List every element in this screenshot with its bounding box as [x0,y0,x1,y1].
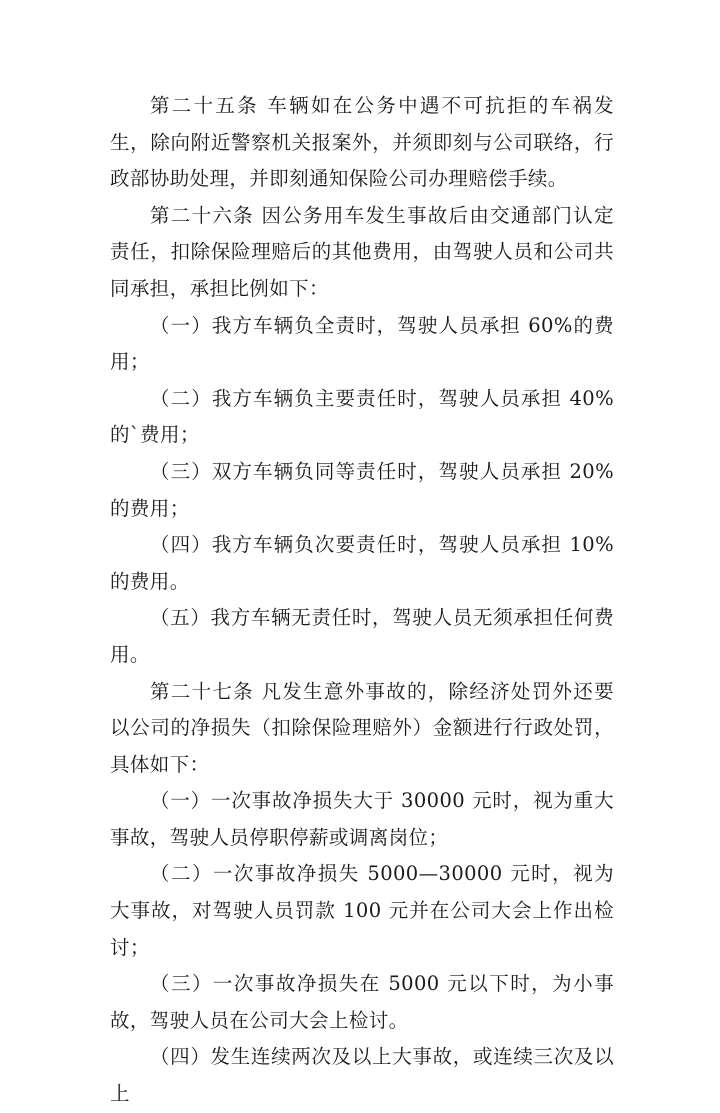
article-26-item-3: （三）双方车辆负同等责任时，驾驶人员承担 20%的费用； [110,459,614,520]
article-27: 第二十七条 凡发生意外事故的，除经济处罚外还要以公司的净损失（扣除保险理赔外）金额进行行政处罚，具体如下： [110,679,614,776]
article-27-item-2: （二）一次事故净损失 5000—30000 元时，视为大事故，对驾驶人员罚款 100 元并在公司大会上作出检讨； [110,862,614,959]
article-27-item-4: （四）发生连续两次及以上大事故，或连续三次及以上 [110,1045,614,1106]
article-27-item-3: （三）一次事故净损失在 5000 元以下时，为小事故，驾驶人员在公司大会上检讨。 [110,972,614,1032]
document-page [110,88,614,1113]
article-26-item-1: （一）我方车辆负全责时，驾驶人员承担 60%的费用； [110,313,614,374]
article-26-item-2: （二）我方车辆负主要责任时，驾驶人员承担 40%的`费用； [110,386,614,447]
article-26-item-4: （四）我方车辆负次要责任时，驾驶人员承担 10%的费用。 [110,533,614,593]
article-26: 第二十六条 因公务用车发生事故后由交通部门认定责任，扣除保险理赔后的其他费用，由驾驶人员和公司共同承担，承担比例如下： [110,203,614,300]
article-27-item-1: （一）一次事故净损失大于 30000 元时，视为重大事故，驾驶人员停职停薪或调离岗位； [110,789,614,849]
article-25: 第二十五条 车辆如在公务中遇不可抗拒的车祸发生，除向附近警察机关报案外，并须即刻与公司联络，行政部协助处理，并即刻通知保险公司办理赔偿手续。 [110,94,614,191]
article-26-item-5: （五）我方车辆无责任时，驾驶人员无须承担任何费用。 [110,606,614,666]
